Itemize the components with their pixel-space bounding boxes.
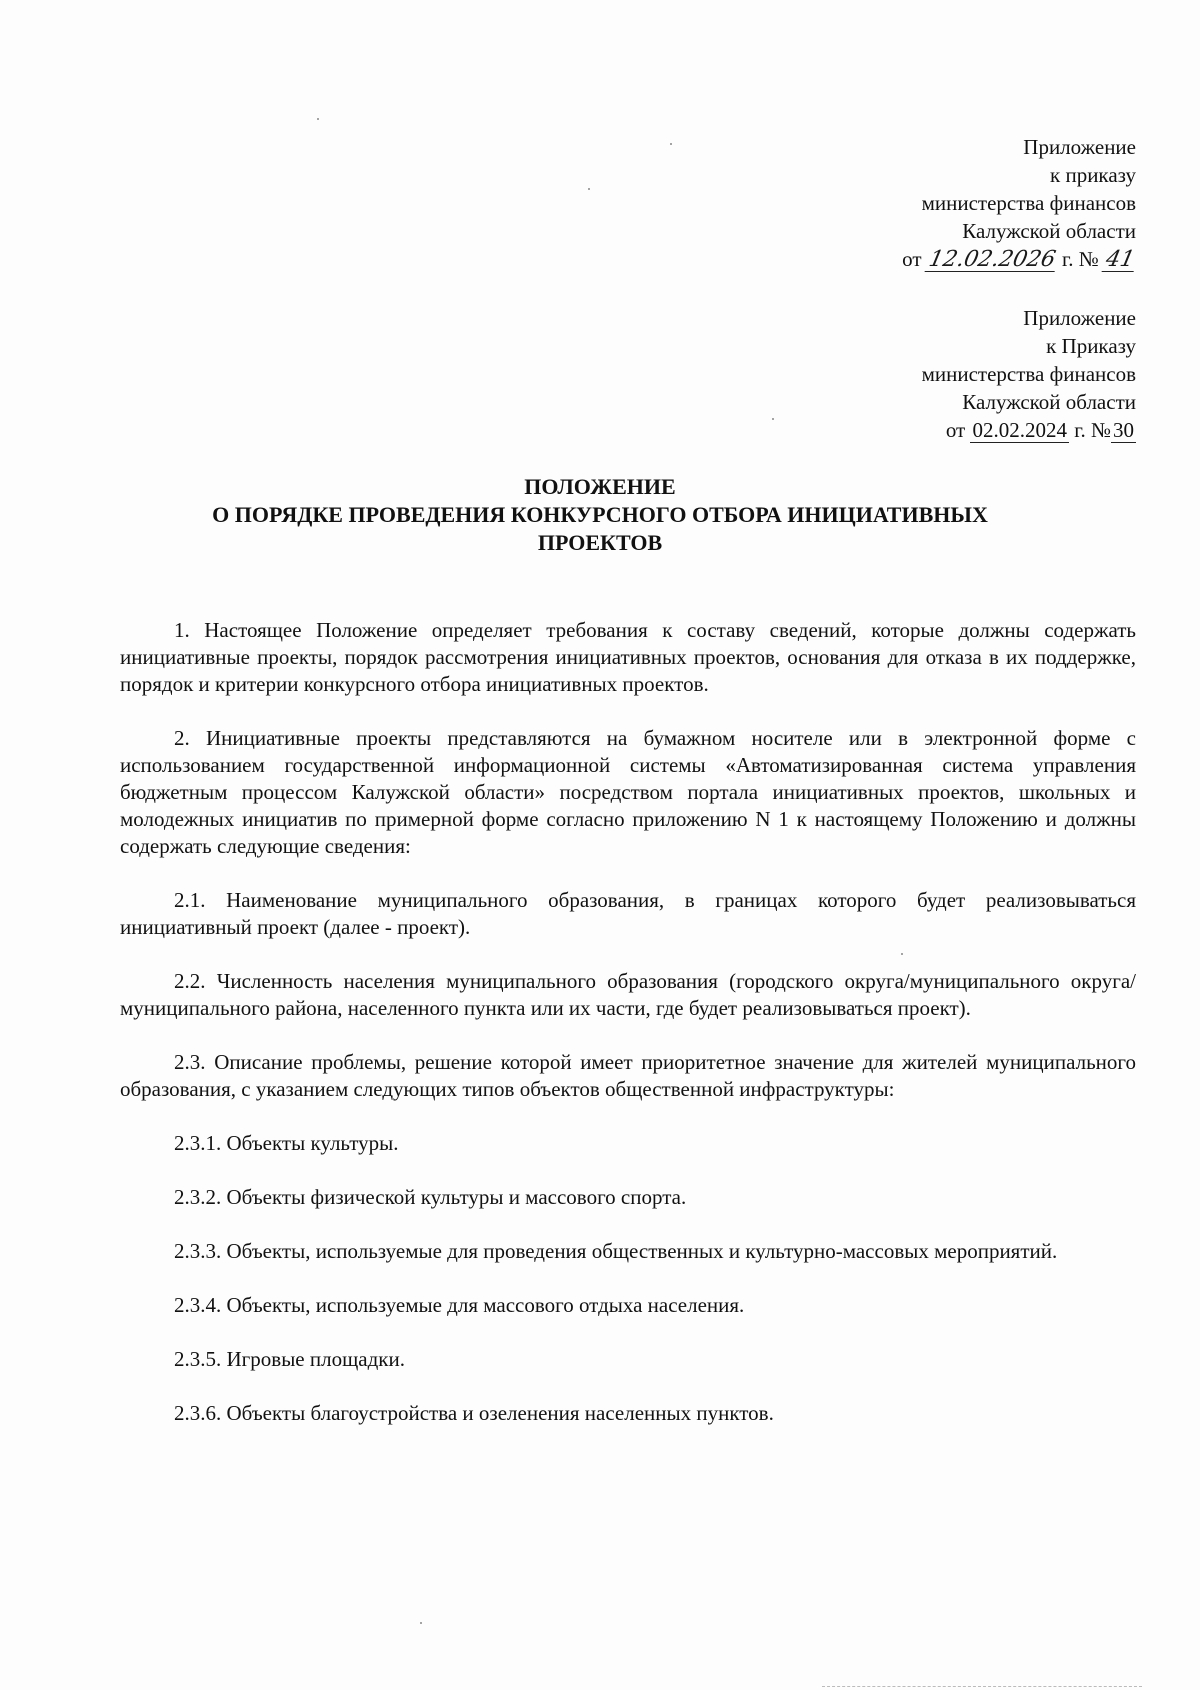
- appendix-previous-line-2: к Приказу: [1046, 334, 1136, 358]
- appendix-previous-line-1: Приложение: [1023, 306, 1136, 330]
- appendix-previous-number: 30: [1113, 418, 1134, 442]
- paragraph-2-3-5: 2.3.5. Игровые площадки.: [174, 1347, 405, 1371]
- appendix-previous-header: [922, 304, 1136, 444]
- paragraph-2-3-2: 2.3.2. Объекты физической культуры и массового спорта.: [174, 1185, 687, 1209]
- title-line-1: ПОЛОЖЕНИЕ: [524, 474, 676, 499]
- appendix-current-line-3: министерства финансов: [921, 191, 1136, 215]
- paragraph-2-2: 2.2. Численность населения муниципального образования (городского округа/муниципального округа/муниципального района, населенного пункта или их части, где будет реализовываться проект).: [120, 969, 1136, 1020]
- scan-speck: [901, 953, 903, 955]
- appendix-current-handwritten-date: 12.02.2026: [926, 247, 1058, 272]
- title-line-2: О ПОРЯДКЕ ПРОВЕДЕНИЯ КОНКУРСНОГО ОТБОРА ИНИЦИАТИВНЫХ: [212, 502, 988, 527]
- paragraph-2-3-1: 2.3.1. Объекты культуры.: [174, 1131, 399, 1155]
- appendix-current-header: [902, 133, 1136, 273]
- appendix-previous-year-suffix: г. №: [1074, 418, 1111, 442]
- appendix-current-date-line: [902, 245, 1136, 273]
- appendix-previous-line-4: Калужской области: [962, 390, 1136, 414]
- scan-speck: [420, 1622, 422, 1624]
- paragraph-2-3: 2.3. Описание проблемы, решение которой имеет приоритетное значение для жителей муниципального образования, с указанием следующих типов объектов общественной инфраструктуры:: [120, 1050, 1136, 1101]
- appendix-previous-date: 02.02.2024: [972, 418, 1067, 442]
- scan-speck: [588, 188, 590, 190]
- paragraph-1: 1. Настоящее Положение определяет требования к составу сведений, которые должны содержать инициативные проекты, порядок рассмотрения инициативных проектов, основания для отказа в их поддержке, порядок и критерии конкурсного отбора инициативных проектов.: [120, 618, 1136, 696]
- paragraph-2-3-6: 2.3.6. Объекты благоустройства и озеленения населенных пунктов.: [174, 1401, 774, 1425]
- appendix-current-year-suffix: г. №: [1061, 247, 1099, 271]
- document-body: [120, 617, 1136, 1454]
- scan-speck: [772, 418, 774, 420]
- scan-speck: [670, 143, 672, 145]
- paragraph-2-3-4: 2.3.4. Объекты, используемые для массового отдыха населения.: [174, 1293, 745, 1317]
- scan-edge-line: [822, 1686, 1142, 1687]
- appendix-current-date-prefix: от: [902, 247, 922, 271]
- appendix-previous-line-3: министерства финансов: [921, 362, 1136, 386]
- scan-speck: [317, 118, 319, 120]
- document-title: [120, 473, 1080, 557]
- appendix-previous-date-line: [922, 416, 1136, 444]
- paragraph-2-3-3: 2.3.3. Объекты, используемые для проведения общественных и культурно-массовых мероприятий.: [174, 1239, 1058, 1263]
- paragraph-2-1: 2.1. Наименование муниципального образования, в границах которого будет реализовываться инициативный проект (далее - проект).: [120, 888, 1136, 939]
- appendix-previous-date-prefix: от: [945, 418, 966, 442]
- appendix-current-line-4: Калужской области: [962, 219, 1136, 243]
- appendix-current-handwritten-number: 41: [1103, 247, 1137, 272]
- appendix-current-line-1: Приложение: [1023, 135, 1136, 159]
- paragraph-2: 2. Инициативные проекты представляются на бумажном носителе или в электронной форме с использованием государственной информационной системы «Автоматизированная система управления бюджетным процессом Калужской области» посредством портала инициативных проектов, школьных и молодежных инициатив по примерной форме согласно приложению N 1 к настоящему Положению и должны содержать следующие сведения:: [120, 726, 1136, 858]
- title-line-3: ПРОЕКТОВ: [537, 530, 663, 555]
- appendix-current-line-2: к приказу: [1050, 163, 1136, 187]
